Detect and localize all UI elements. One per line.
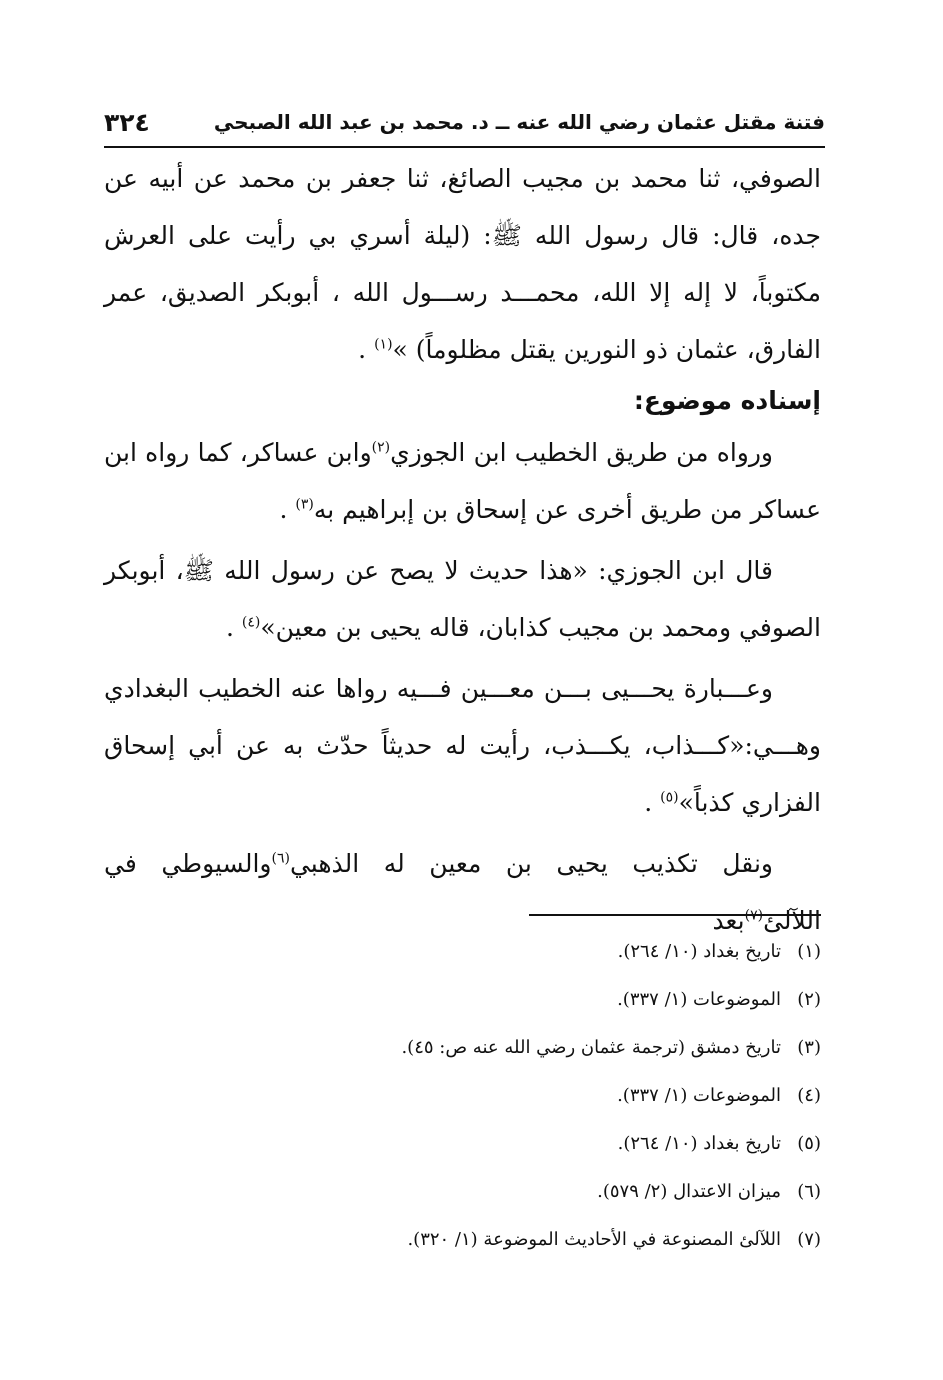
footnote-item <box>104 978 821 1026</box>
footnote-ref: (٥) <box>660 789 679 806</box>
paragraph-5: ونقل تكذيب يحيى بن معين له الذهبي$^{(٦)}$والسيوطي في اللآلئ$^{(٧)}$بعد <box>104 849 821 935</box>
footnote-item <box>104 1170 821 1218</box>
footnote-number: (١) <box>797 941 821 962</box>
footnote-item <box>104 1122 821 1170</box>
header-title: فتنة مقتل عثمان رضي الله عنه ــ د. محمد بن عبد الله الصبحي <box>213 110 825 134</box>
footnote-text: تاريخ بغداد (١٠/ ٢٦٤). <box>617 941 781 962</box>
header-rule <box>104 146 825 148</box>
footnote-text: الموضوعات (١/ ٣٣٧). <box>617 1085 781 1106</box>
footnote-number: (٢) <box>797 989 821 1010</box>
footnote-number: (٧) <box>797 1229 821 1250</box>
footnote-ref: (٧) <box>744 907 764 924</box>
footnote-text: ميزان الاعتدال (٢/ ٥٧٩). <box>597 1181 781 1202</box>
footnote-text: الموضوعات (١/ ٣٣٧). <box>617 989 781 1010</box>
paragraph-2: ورواه من طريق الخطيب ابن الجوزي$^{(٢)}$وابن عساكر، كما رواه ابن عساكر من طريق أخرى عن إسحاق بن إبراهيم به$^{(٣)}$ . <box>104 438 821 524</box>
footnote-number: (٥) <box>797 1133 821 1154</box>
footnotes <box>104 930 821 1266</box>
paragraph-1: الصوفي، ثنا محمد بن مجيب الصائغ، ثنا جعفر بن محمد عن أبيه عن جده، قال: قال رسول الله ﷺ: (ليلة أسري بي رأيت على العرش مكتوباً، لا إله إلا الله، محمـــد رســـول الله ، أبوبكر الصديق، عمر الفارق، عثمان ذو النورين يقتل مظلوماً) »$^{(١)}$ . <box>104 164 821 364</box>
paragraph-3: قال ابن الجوزي: «هذا حديث لا يصح عن رسول الله ﷺ، أبوبكر الصوفي ومحمد بن مجيب كذابان، قاله يحيى بن معين»$^{(٤)}$ . <box>104 556 821 642</box>
footnote-item <box>104 1218 821 1266</box>
footnote-number: (٦) <box>797 1181 821 1202</box>
main-text <box>104 150 821 949</box>
footnote-item <box>104 1026 821 1074</box>
footnote-ref: (٢) <box>371 439 391 456</box>
footnote-item <box>104 1074 821 1122</box>
paragraph-4: وعـــبارة يحـــيى بـــن معـــين فـــيه رواها عنه الخطيب البغدادي وهـــي:«كـــذاب، يكـــذب، رأيت له حديثاً حدّث به عن أبي إسحاق الفزاري كذباً»$^{(٥)}$ . <box>104 674 821 817</box>
footnote-text: تاريخ بغداد (١٠/ ٢٦٤). <box>617 1133 781 1154</box>
footnote-text: تاريخ دمشق (ترجمة عثمان رضي الله عنه ص: ٤٥). <box>401 1037 781 1058</box>
section-heading: إسناده موضوع: <box>633 386 821 415</box>
footnote-ref: (١) <box>374 336 393 353</box>
footnote-text: اللآلئ المصنوعة في الأحاديث الموضوعة (١/ ٣٢٠). <box>407 1229 781 1250</box>
footnote-ref: (٦) <box>271 850 290 867</box>
footnote-ref: (٣) <box>295 496 314 513</box>
footnote-number: (٤) <box>797 1085 821 1106</box>
running-header <box>104 100 825 144</box>
footnote-item <box>104 930 821 978</box>
footnote-ref: (٤) <box>241 614 261 631</box>
footnote-number: (٣) <box>797 1037 821 1058</box>
footnote-rule <box>529 914 821 916</box>
page-number: ٣٢٤ <box>104 107 150 137</box>
